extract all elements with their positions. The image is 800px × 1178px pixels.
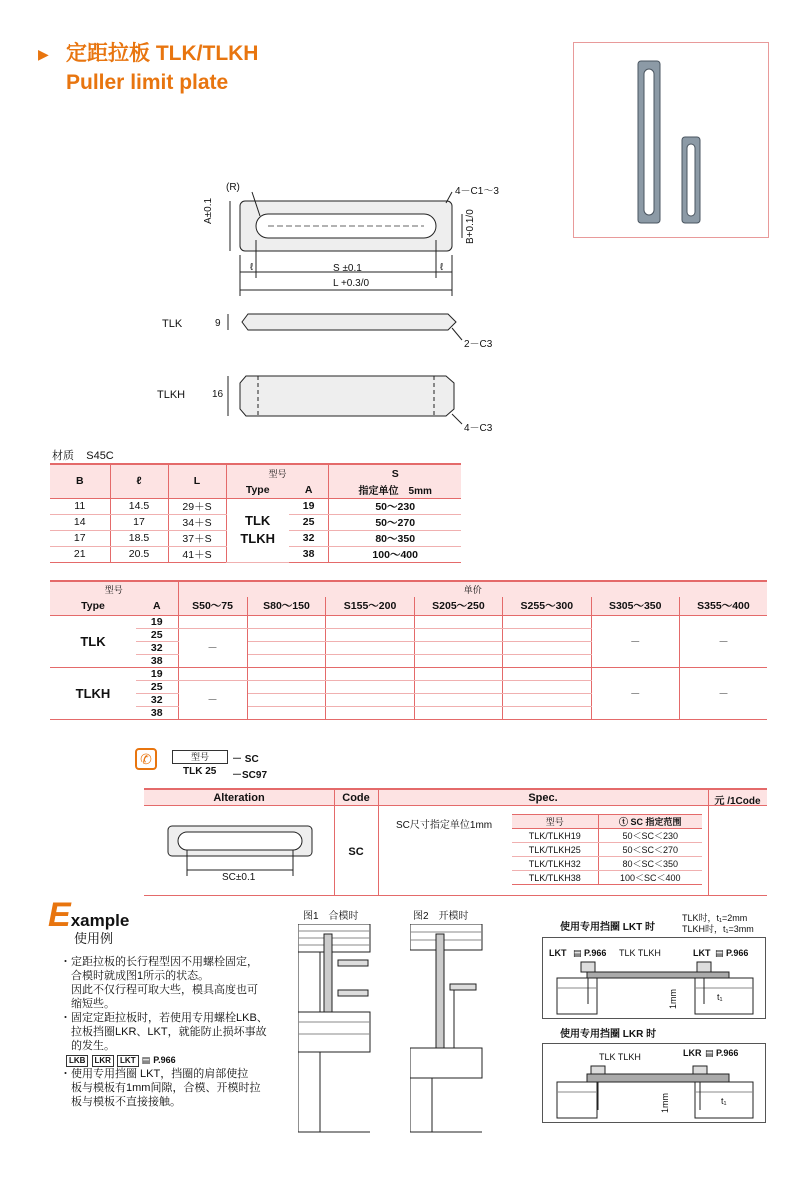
label-b-tol: B+0.1/0: [465, 209, 476, 244]
price-h-a: A: [136, 597, 178, 615]
alt-spec-text: SC尺寸指定单位1mm: [396, 820, 493, 831]
product-photo-illustration: [574, 43, 770, 239]
label-a-tol: A±0.1: [203, 197, 214, 224]
example-cn: 使用例: [74, 931, 114, 946]
lkt-title: 使用专用挡圈 LKT 时: [560, 922, 655, 933]
spec-row: 17 18.5 37＋S 32 80～350: [50, 530, 461, 546]
spec-row: 11 14.5 29＋S TLK TLKH 19 50～230: [50, 498, 461, 514]
material: [52, 447, 114, 463]
lkr-tlk-tlkh: TLK TLKH: [599, 1052, 641, 1062]
spec-h-b: B: [50, 464, 110, 498]
lkt-label2: LKT: [693, 948, 711, 958]
alt-h-price: 元 /1Code: [714, 796, 761, 807]
lkt-page2: ▤ P.966: [715, 948, 749, 958]
label-tlkh-chamfer: 4－C3: [464, 423, 493, 434]
spec-h-s: S: [391, 467, 399, 480]
label-tlkh: TLKH: [157, 389, 186, 401]
lkr-page: ▤ P.966: [705, 1048, 739, 1058]
lkr-t1: t₁: [721, 1096, 727, 1106]
lkr-label: LKR: [683, 1048, 702, 1058]
spec-row: 21 20.5 41＋S 38 100～400: [50, 546, 461, 562]
lkr-gap: 1mm: [660, 1093, 670, 1113]
lkt-note1: TLK时，t₁=2mm: [682, 913, 748, 923]
lkt-tlk-tlkh: TLK TLKH: [619, 948, 661, 958]
price-table: 型号 单价 Type A S50～75 S80～150 S155～200 S205～250 S255～300 S305～350 S355～400 TLK 19 － － 25 － 32 38 TLKH 19 － － 25 － 32 38: [50, 580, 767, 720]
spec-h-l: ℓ: [110, 464, 168, 498]
label-s-tol: S ±0.1: [333, 263, 362, 274]
order-sc: － SC: [232, 754, 259, 765]
spec-h-type: Type: [245, 483, 270, 496]
badge-lkt: LKT: [117, 1055, 139, 1067]
label-tlkh-height: 16: [212, 389, 224, 400]
order-example-type: TLK 25: [183, 766, 217, 777]
lkr-figure: [542, 1043, 766, 1123]
label-tlk-chamfer: 2－C3: [464, 339, 493, 350]
title-en: Puller limit plate: [66, 71, 229, 94]
spec-row: 14 17 34＋S 25 50～270: [50, 514, 461, 530]
book-icon: ▤: [141, 1055, 151, 1065]
lkt-page: ▤ P.966: [573, 948, 607, 958]
spec-h-L: L: [168, 464, 226, 498]
material-label: 材质: [52, 450, 74, 462]
alt-range-row: TLK/TLKH19 50＜SC＜230: [512, 829, 702, 843]
lkt-note2: TLKH时，t₁=3mm: [682, 924, 754, 934]
lkr-title: 使用专用挡圈 LKR 时: [560, 1029, 657, 1040]
alt-h-spec: Spec.: [528, 792, 558, 804]
price-h-type-cn: 型号: [50, 581, 178, 597]
label-ell-left: ℓ: [250, 262, 254, 273]
product-photo: [573, 42, 769, 238]
alt-sc-range-table: 型号 ⓣ SC 指定范围 TLK/TLKH19 50＜SC＜230 TLK/TLKH25 50＜SC＜270 TLK/TLKH32 80＜SC＜350 TLK/TLKH38 100＜SC＜400: [512, 814, 702, 885]
label-tlk: TLK: [162, 318, 183, 330]
order-type-box: 型号: [172, 750, 228, 764]
material-value: S45C: [86, 450, 114, 462]
alt-sc-tol: SC±0.1: [222, 872, 256, 883]
fig1-drawing: [298, 924, 388, 1134]
lkt-figure: [542, 937, 766, 1019]
fig2-label: 图2 开模时: [413, 911, 469, 922]
price-h-price: 单价: [463, 585, 482, 595]
alt-range-row: TLK/TLKH38 100＜SC＜400: [512, 871, 702, 885]
example-big-e: E: [48, 896, 71, 934]
alteration-table: [144, 788, 767, 896]
alt-code-value: SC: [348, 846, 364, 858]
alt-h-code: Code: [342, 792, 370, 804]
spec-table: [50, 463, 461, 563]
lkt-gap: 1mm: [668, 989, 678, 1009]
title-arrow-icon: ▶: [38, 46, 49, 62]
spec-h-a: A: [289, 482, 329, 498]
spec-h-s-unit: 指定单位 5mm: [358, 486, 432, 498]
order-example-sc: －SC97: [232, 770, 268, 781]
alt-range-row: TLK/TLKH32 80＜SC＜350: [512, 857, 702, 871]
alt-range-row: TLK/TLKH25 50＜SC＜270: [512, 843, 702, 857]
badge-lkr: LKR: [92, 1055, 114, 1067]
range-icon: ⓣ: [618, 817, 628, 827]
label-r: (R): [226, 182, 240, 193]
lkt-t1: t₁: [717, 992, 723, 1002]
fig1-label: 图1 合模时: [303, 911, 359, 922]
example-notes: ・定距拉板的长行程型因不用螺栓固定， 合模时就成图1所示的状态。 因此不仅行程可取大些，模具高度也可 缩短些。 ・固定定距拉板时，若使用专用螺栓LKB、 拉板挡圈LKR、LKT，就能防止损坏事故 的发生。 LKB LKR LKT ▤ P.966 ・使用专用挡圈 LKT，挡圈的肩部使拉 板与模板有1mm间隙，合模、开模时拉 板与模板不直接接触。: [60, 956, 268, 1108]
fig2-drawing: [410, 924, 500, 1134]
example-heading: Example: [48, 896, 130, 934]
alt-h-alteration: Alteration: [213, 792, 265, 804]
label-c-top: 4－C1～3: [455, 186, 499, 197]
label-l-tol: L +0.3/0: [333, 278, 370, 289]
badge-lkb: LKB: [66, 1055, 88, 1067]
label-ell-right: ℓ: [440, 262, 444, 273]
label-tlk-height: 9: [215, 318, 221, 329]
phone-order-icon: ✆: [135, 748, 157, 770]
price-h-type: Type: [81, 599, 105, 612]
lkt-label: LKT: [549, 948, 567, 958]
title-cn: 定距拉板 TLK/TLKH: [66, 42, 259, 65]
spec-h-type-cn: 型号: [226, 464, 329, 482]
